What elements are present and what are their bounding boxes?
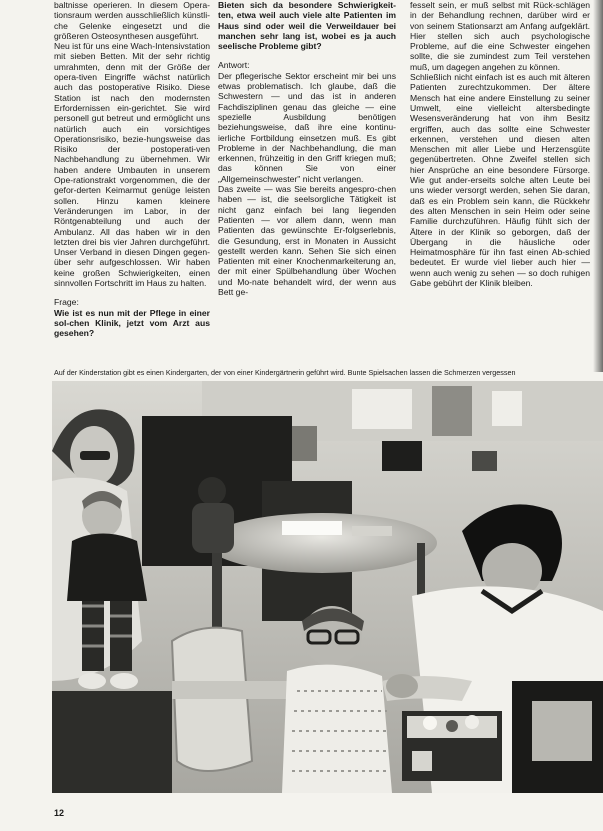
text-column-3 xyxy=(410,0,590,288)
paragraph: baltnisse operieren. In diesem Opera-tionsraum werden ausschließlich künstli-che Gelenke eingesetzt und die größeren Osteosynthesen ausgeführt. xyxy=(54,0,210,41)
photo-caption: Auf der Kinderstation gibt es einen Kindergarten, der von einer Kindergärtnerin geführt wird. Bunte Spielsachen lassen die Schmerzen vergessen xyxy=(54,368,516,377)
paragraph: Neu ist für uns eine Wach-Intensivstation mit sieben Betten. Mit der sehr richtig umrahmten, denn mit der Größe der opera-tiven Eingriffe wächst natürlich auch das postoperative Risiko. Diese Station ist nach den modernsten Erfordernissen ein-gerichtet. Sie wird personell gut betreut und ermöglicht uns natürlich auch ein vorsichtiges Operationsrisiko, bezie-hungsweise das Risiko der postoperati-ven Nachbehandlung zu übernehmen. Wir haben andere Umbauten in unserem Ope-rationstrakt vorgenommen, die der gefor-derten Keimarmut genüge leisten sollen. Hinzu kamen kleinere Veränderungen im Labor, in der Röntgenabteilung und auch der Ambulanz. All das haben wir in den letzten drei bis vier Jahren durchgeführt. Unser Verband in diesen Dingen gegen-über sehr aufgeschlossen. Wir haben keine großen Schwierigkeiten, einen sinnvollen Fortschritt im Haus zu halten. xyxy=(54,41,210,289)
page-number: 12 xyxy=(54,808,65,818)
paragraph: Das zweite — was Sie bereits angespro-chen haben — ist, die seelsorgliche Tätigkeit ist nicht ganz einfach bei lang liegenden Patienten — vor allem dann, wenn man Patienten das gewünschte Er-folgserlebnis, die Gesundung, erst in Monaten in Aussicht gestellt werden kann. Sehen Sie sich einen Patienten mit einer Knochenmarkeiterung an, der mit einer Spülbehandlung über Wochen und Mo-nate behandelt wird, der wenn aus Bett ge- xyxy=(218,184,396,298)
answer-label: Antwort: xyxy=(218,60,250,71)
paragraph: Der pflegerische Sektor erscheint mir bei uns etwas problematisch. Ich glaube, daß die Schwestern — und das ist in anderen Fachdisziplinen genau das gleiche — eine spezielle Ausbildung benötigen beziehungsweise, daß ihre eine kontinu-ierliche Fortbildung einsetzen muß. Es gibt Probleme in der Nachbehandlung, die man erkennen, frühzeitig in den Griff kriegen muß; das können Sie von einer „Allgemeinschwester" nicht verlangen. xyxy=(218,70,396,184)
interview-question: Bieten sich da besondere Schwierigkeit-ten, etwa weil auch viele alte Patienten im Haus sind oder weil die Verweildauer bei manchen sehr lang ist, wobei es ja auch seelische Probleme gibt? xyxy=(218,0,396,52)
page-binding-shadow xyxy=(593,0,603,372)
paragraph: Schließlich nicht einfach ist es auch mit älteren Patienten zurechtzukommen. Der ältere Mensch hat eine andere Einstellung zu seiner Umwelt, eine vielleicht altersbedingte Wesensveränderung hat von ihm Besitz ergriffen, auch das sollte eine Schwester erkennen, verstehen und diesen alten Menschen mit aller Liebe und Herzensgüte gegenübertreten. Ohne Zweifel stellen sich hier Ansprüche an eine besondere Fürsorge. Wie gut ander-erseits solche alten Leute bei uns wieder versorgt werden, sehen Sie daran, daß es ein Problem sein kann, die Rückkehr des alten Menschen in sein Heim oder seine Familie durchzuführen. Häufig fühlt sich der Ältere in der Klinik so geborgen, daß der Übergang in die häusliche oder Heimatmosphäre für ihn fast einen Ab-schied bedeutet. Er wurde viel lieber auch hier — wenn auch wenig zu sehen — so doch ruhigen Gabe gebührt der Klinik bleiben. xyxy=(410,72,590,289)
interview-question: Wie ist es nun mit der Pflege in einer sol-chen Klinik, jetzt vom Arzt aus gesehen? xyxy=(54,307,210,339)
kindergarten-photo xyxy=(52,381,603,793)
paragraph: fesselt sein, er muß selbst mit Rück-schlägen in der Behandlung rechnen, darüber wird er von seinem Stationsarzt am Anfang aufgeklärt. Hier stellen sich auch psychologische Probleme, auf die eine Schwester eingehen sollte, die sie zumindest zum Teil verstehen muß, um dagegen angehen zu können. xyxy=(410,0,590,72)
text-column-1 xyxy=(54,0,210,339)
question-label: Frage: xyxy=(54,297,79,308)
text-column-2 xyxy=(218,0,396,297)
